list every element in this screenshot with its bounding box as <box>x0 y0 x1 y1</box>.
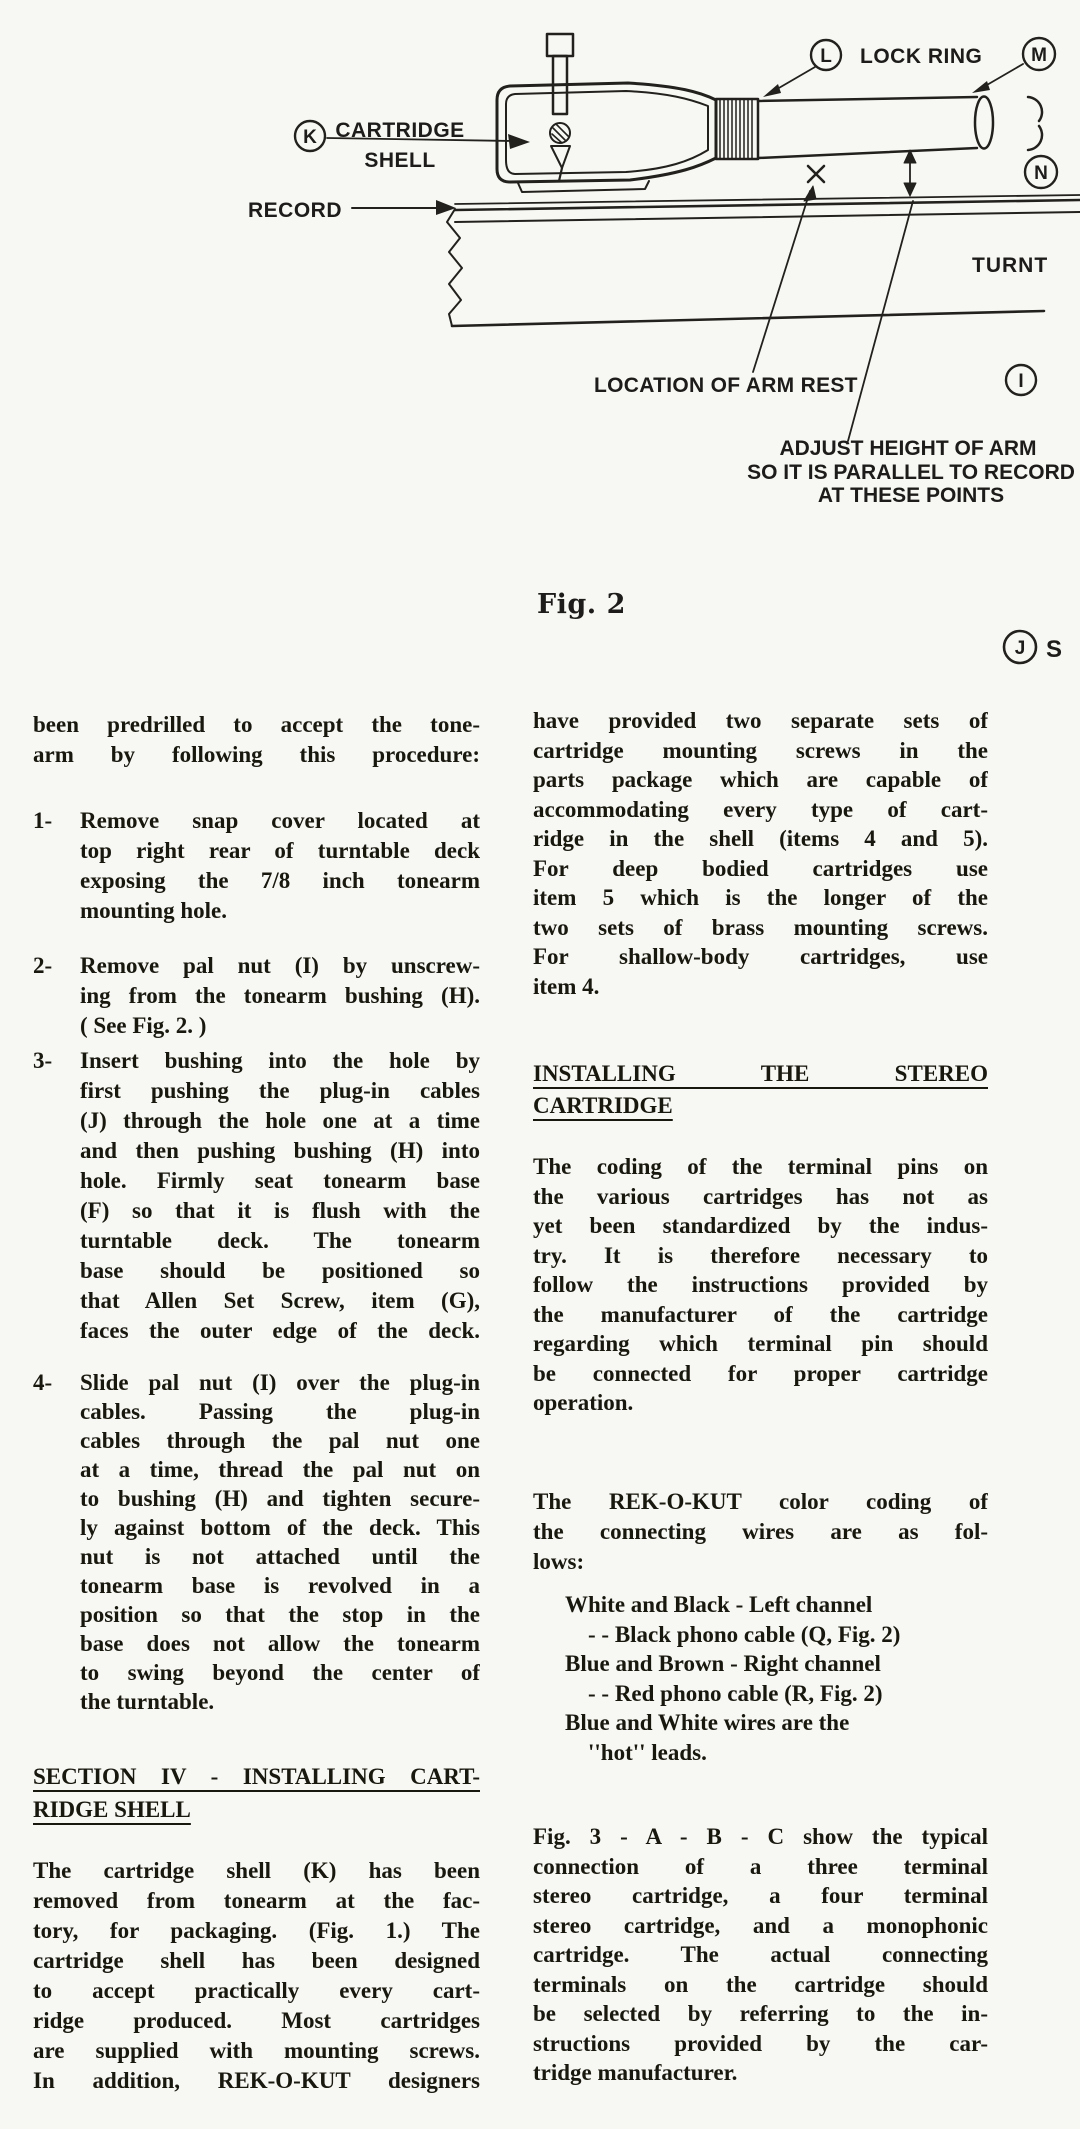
callout-k <box>295 119 530 172</box>
text-line: RIDGE SHELL <box>33 1797 191 1822</box>
location-arm-rest-label: LOCATION OF ARM REST <box>594 374 858 397</box>
left-intro-paragraph <box>33 710 480 770</box>
text-line: that Allen Set Screw, item (G), <box>80 1288 480 1313</box>
text-line: cartridge. The actual connecting <box>533 1942 988 1967</box>
text-line: two sets of brass mounting screws. <box>533 914 988 940</box>
text-line: stereo cartridge, a four terminal <box>533 1883 988 1908</box>
text-line: base should be positioned so <box>80 1258 480 1283</box>
text-line: nut is not attached until the <box>80 1544 480 1569</box>
text-line: have provided two separate sets of <box>533 708 988 733</box>
cartridge-shell-label-1: CARTRIDGE <box>335 119 465 142</box>
text-line: For shallow-body cartridges, use <box>533 944 988 969</box>
text-line: faces the outer edge of the deck. <box>80 1318 480 1343</box>
tonearm-tube-drawing <box>758 97 1042 159</box>
j-partial-label: S <box>1046 636 1063 663</box>
text-line: The cartridge shell (K) has been <box>33 1858 480 1883</box>
adjust-line-1: ADJUST HEIGHT OF ARM <box>779 437 1037 460</box>
list-item-2 <box>33 951 480 1041</box>
text-line: mounting hole. <box>80 898 227 923</box>
text-line: to bushing (H) and tighten secure- <box>80 1486 480 1511</box>
text-line: item 5 which is the longer of the <box>533 885 988 910</box>
figure-caption: Fig. 2 <box>537 589 626 620</box>
text-line: top right rear of turntable deck <box>80 838 480 863</box>
text-line: arm by following this procedure: <box>33 742 480 767</box>
text-line: are supplied with mounting screws. <box>33 2038 480 2063</box>
callout-n <box>1025 156 1057 188</box>
callout-i <box>1006 365 1036 395</box>
section-iv-heading <box>33 1760 480 1826</box>
broken-edge <box>447 209 462 326</box>
text-line: regarding which terminal pin should <box>533 1331 988 1356</box>
text-line: parts package which are capable of <box>533 767 988 792</box>
list-item-4-text <box>80 1368 480 1716</box>
text-line: cables. Passing the plug-in <box>80 1399 480 1424</box>
left-outro-paragraph <box>33 1856 480 2096</box>
text-line: hole. Firmly seat tonearm base <box>80 1168 480 1193</box>
text-line: CARTRIDGE <box>533 1093 673 1118</box>
text-line: the manufacturer of the cartridge <box>533 1301 988 1327</box>
text-line: tory, for packaging. (Fig. 1.) The <box>33 1918 480 1943</box>
lock-ring-drawing <box>716 99 758 159</box>
text-line: Slide pal nut (I) over the plug-in <box>80 1370 480 1395</box>
text-line: terminals on the cartridge should <box>533 1971 988 1997</box>
right-paragraph-2 <box>533 1152 988 1418</box>
leader-lines <box>753 150 916 441</box>
text-line: Blue and Brown - Right channel <box>565 1651 881 1676</box>
text-line: lows: <box>533 1549 585 1574</box>
text-line: to swing beyond the center of <box>80 1660 480 1685</box>
text-line: The REK-O-KUT color coding of <box>533 1489 988 1514</box>
list-item-number: 2- <box>33 953 53 978</box>
text-line: the turntable. <box>80 1689 215 1714</box>
callout-i-letter: I <box>1018 371 1024 392</box>
callout-n-letter: N <box>1034 163 1048 184</box>
right-paragraph-1 <box>533 706 988 1001</box>
text-line: accommodating every type of cart- <box>533 796 988 822</box>
adjust-height-label <box>747 437 1075 507</box>
cartridge-shell-drawing <box>497 34 716 192</box>
text-line: stereo cartridge, and a monophonic <box>533 1912 988 1938</box>
text-line: cables through the pal nut one <box>80 1428 480 1453</box>
text-line: Remove snap cover located at <box>80 808 480 833</box>
text-line: Remove pal nut (I) by unscrew- <box>80 953 480 978</box>
text-line: ridge produced. Most cartridges <box>33 2008 480 2033</box>
text-line: follow the instructions provided by <box>533 1272 988 1297</box>
list-item-4 <box>33 1368 480 1716</box>
text-line: try. It is therefore necessary to <box>533 1242 988 1268</box>
record-label: RECORD <box>248 199 343 222</box>
text-line: (J) through the hole one at a time <box>80 1108 480 1133</box>
callout-m <box>972 38 1055 93</box>
figure-2-diagram <box>0 0 1080 690</box>
text-line: turntable deck. The tonearm <box>80 1228 480 1253</box>
text-line: (F) so that it is flush with the <box>80 1198 480 1223</box>
text-line: position so that the stop in the <box>80 1602 480 1627</box>
lock-ring-label: LOCK RING <box>860 45 983 68</box>
list-item-number: 4- <box>33 1370 53 1395</box>
text-line: Insert bushing into the hole by <box>80 1048 480 1073</box>
text-line: ''hot'' leads. <box>588 1739 707 1765</box>
right-paragraph-4 <box>533 1822 988 2088</box>
installing-stereo-cartridge-heading <box>533 1058 988 1122</box>
text-line: SECTION IV - INSTALLING CART- <box>33 1764 480 1789</box>
text-line: Fig. 3 - A - B - C show the typical <box>533 1824 988 1849</box>
callout-k-letter: K <box>303 127 317 148</box>
text-line: be connected for proper cartridge <box>533 1360 988 1386</box>
callout-j-letter: J <box>1014 638 1026 659</box>
text-line: item 4. <box>533 973 600 999</box>
text-line: cartridge mounting screws in the <box>533 737 988 763</box>
color-coding-list <box>533 1590 988 1767</box>
text-line: - - Black phono cable (Q, Fig. 2) <box>588 1621 901 1647</box>
text-line: be selected by referring to the in- <box>533 2001 988 2026</box>
list-item-1-text <box>80 806 480 926</box>
text-line: the various cartridges has not as <box>533 1183 988 1209</box>
text-line: cartridge shell has been designed <box>33 1948 480 1973</box>
callout-l <box>763 40 982 97</box>
text-line: The coding of the terminal pins on <box>533 1154 988 1179</box>
text-line: Blue and White wires are the <box>565 1710 850 1735</box>
text-line: at a time, thread the pal nut on <box>80 1457 480 1482</box>
text-line: ing from the tonearm bushing (H). <box>80 983 480 1008</box>
text-line: INSTALLING THE STEREO <box>533 1061 988 1086</box>
callout-m-letter: M <box>1031 45 1047 66</box>
text-line: exposing the 7/8 inch tonearm <box>80 868 480 893</box>
text-line: In addition, REK-O-KUT designers <box>33 2068 480 2093</box>
adjust-line-3: AT THESE POINTS <box>817 484 1005 507</box>
list-item-number: 3- <box>33 1048 53 1073</box>
text-line: tridge manufacturer. <box>533 2060 738 2085</box>
text-line: For deep bodied cartridges use <box>533 855 988 881</box>
cartridge-shell-label-2: SHELL <box>364 149 436 172</box>
record-label-group <box>248 199 456 222</box>
text-line: first pushing the plug-in cables <box>80 1078 480 1103</box>
list-item-1 <box>33 806 480 926</box>
text-line: and then pushing bushing (H) into <box>80 1138 480 1163</box>
text-line: to accept practically every cart- <box>33 1978 480 2003</box>
text-line: ( See Fig. 2. ) <box>80 1013 207 1038</box>
deck-line <box>452 311 1044 326</box>
list-item-number: 1- <box>33 808 53 833</box>
text-line: yet been standardized by the indus- <box>533 1213 988 1238</box>
adjust-line-2: SO IT IS PARALLEL TO RECORD <box>747 461 1075 484</box>
text-line: tonearm base is revolved in a <box>80 1573 480 1598</box>
list-item-3-text <box>80 1046 480 1346</box>
callout-l-letter: L <box>820 46 832 67</box>
callout-j <box>1004 631 1062 663</box>
text-line: - - Red phono cable (R, Fig. 2) <box>588 1680 883 1706</box>
x-mark <box>808 166 824 182</box>
text-line: ridge in the shell (items 4 and 5). <box>533 826 988 851</box>
text-line: operation. <box>533 1390 634 1415</box>
text-line: structions provided by the car- <box>533 2030 988 2056</box>
text-line: removed from tonearm at the fac- <box>33 1888 480 1913</box>
list-item-2-text <box>80 951 480 1041</box>
text-line: connection of a three terminal <box>533 1853 988 1879</box>
text-line: been predrilled to accept the tone- <box>33 712 480 737</box>
text-line: ly against bottom of the deck. This <box>80 1515 480 1540</box>
text-line: the connecting wires are as fol- <box>533 1519 988 1544</box>
list-item-3 <box>33 1046 480 1346</box>
text-line: White and Black - Left channel <box>565 1592 873 1617</box>
text-line: base does not allow the tonearm <box>80 1631 480 1656</box>
turntable-label-partial: TURNT <box>972 254 1049 277</box>
right-paragraph-3 <box>533 1487 988 1577</box>
